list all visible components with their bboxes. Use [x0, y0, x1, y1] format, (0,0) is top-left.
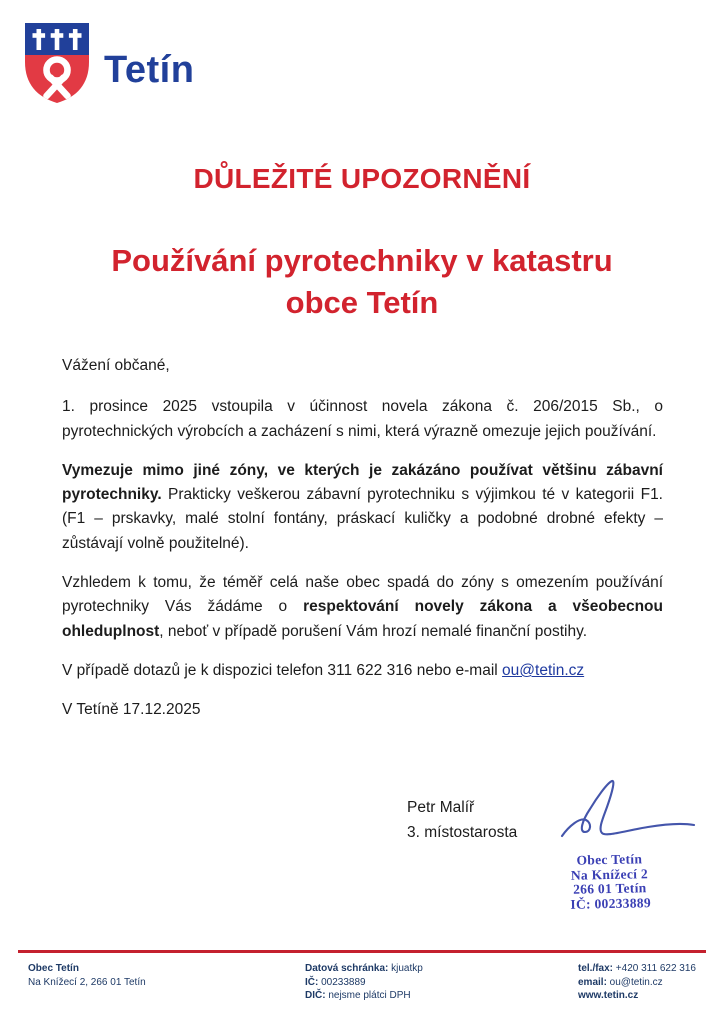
- dateline: V Tetíně 17.12.2025: [62, 701, 201, 719]
- footer-telfax-value: +420 311 622 316: [613, 963, 696, 974]
- paragraph-request: [62, 571, 663, 644]
- footer-dic-label: DIČ:: [305, 990, 326, 1001]
- stamp-line-city: 266 01 Tetín: [572, 880, 647, 897]
- paragraph-zones-rest: Prakticky veškerou zábavní pyrotechniku s výjimkou té v kategorii F1. (F1 – prskavky, malé stolní fontány, práskací kuličky a podobné drobné efekty – zůstávají volně použitelné).: [62, 486, 663, 552]
- salutation: Vážení občané,: [62, 357, 170, 374]
- paragraph-law-intro: [62, 395, 663, 444]
- footer-org-address: Na Knížecí 2, 266 01 Tetín: [28, 976, 146, 988]
- footer-registry-block: [305, 962, 423, 1003]
- footer-ic-label: IČ:: [305, 976, 319, 988]
- stamp-line-ic: IČ: 00233889: [570, 894, 652, 912]
- notice-title: DŮLEŽITÉ UPOZORNĚNÍ: [193, 163, 531, 194]
- footer-contact-block: [578, 962, 696, 1003]
- footer-ic-value: 00233889: [318, 976, 366, 988]
- footer-divider: [18, 950, 706, 953]
- paragraph-zones-bold: Vymezuje mimo jiné zóny, ve kterých je zakázáno používat většinu zábavní pyrotechniky.: [62, 461, 663, 504]
- footer-databox-label: Datová schránka:: [305, 963, 389, 974]
- signatory-block: [407, 796, 517, 845]
- paragraph-contact: [62, 659, 663, 683]
- paragraph-request-post: , neboť v případě porušení Vám hrozí nemalé finanční postihy.: [159, 622, 588, 640]
- paragraph-request-bold: respektování novely zákona a všeobecnou ohleduplnost: [62, 598, 663, 640]
- footer-email-value: ou@tetin.cz: [606, 976, 663, 988]
- footer-email-label: email:: [578, 976, 607, 988]
- municipal-logo: [24, 22, 194, 104]
- logo-wordmark: Tetín: [104, 49, 195, 91]
- stamp-line-org: Obec Tetín: [576, 851, 643, 868]
- signer-title: 3. místostarosta: [407, 823, 518, 841]
- paragraph-contact-text: V případě dotazů je k dispozici telefon 311 622 316 nebo e-mail: [62, 661, 503, 679]
- footer-website: www.tetin.cz: [578, 990, 639, 1001]
- paragraph-zones: [62, 459, 663, 556]
- letter-body: [62, 354, 663, 738]
- email-link[interactable]: ou@tetin.cz: [502, 661, 585, 679]
- stamp-line-street: Na Knížecí 2: [570, 865, 649, 883]
- notice-subtitle: Používání pyrotechniky v katastru obce Tetín: [111, 243, 613, 320]
- footer-databox-value: kjuatkp: [388, 963, 423, 974]
- signer-name: Petr Malíř: [407, 799, 475, 816]
- handwritten-signature-icon: [556, 774, 702, 852]
- footer-org-name: Obec Tetín: [28, 963, 79, 974]
- crest-crosses-icon: [33, 29, 82, 50]
- paragraph-request-pre: Vzhledem k tomu, že téměř celá naše obec spadá do zóny s omezením používání pyrotechniky Vás žádáme o: [62, 574, 663, 616]
- footer-telfax-label: tel./fax:: [578, 963, 614, 974]
- footer-dic-value: nejsme plátci DPH: [325, 990, 411, 1001]
- footer-address-block: [28, 962, 146, 989]
- paragraph-law-intro-text: 1. prosince 2025 vstoupila v účinnost novela zákona č. 206/2015 Sb., o pyrotechnických výrobcích a zacházení s nimi, která výrazně omezuje jejich používání.: [62, 398, 663, 440]
- tetin-coat-of-arms-icon: [24, 22, 90, 104]
- official-stamp: [569, 852, 651, 912]
